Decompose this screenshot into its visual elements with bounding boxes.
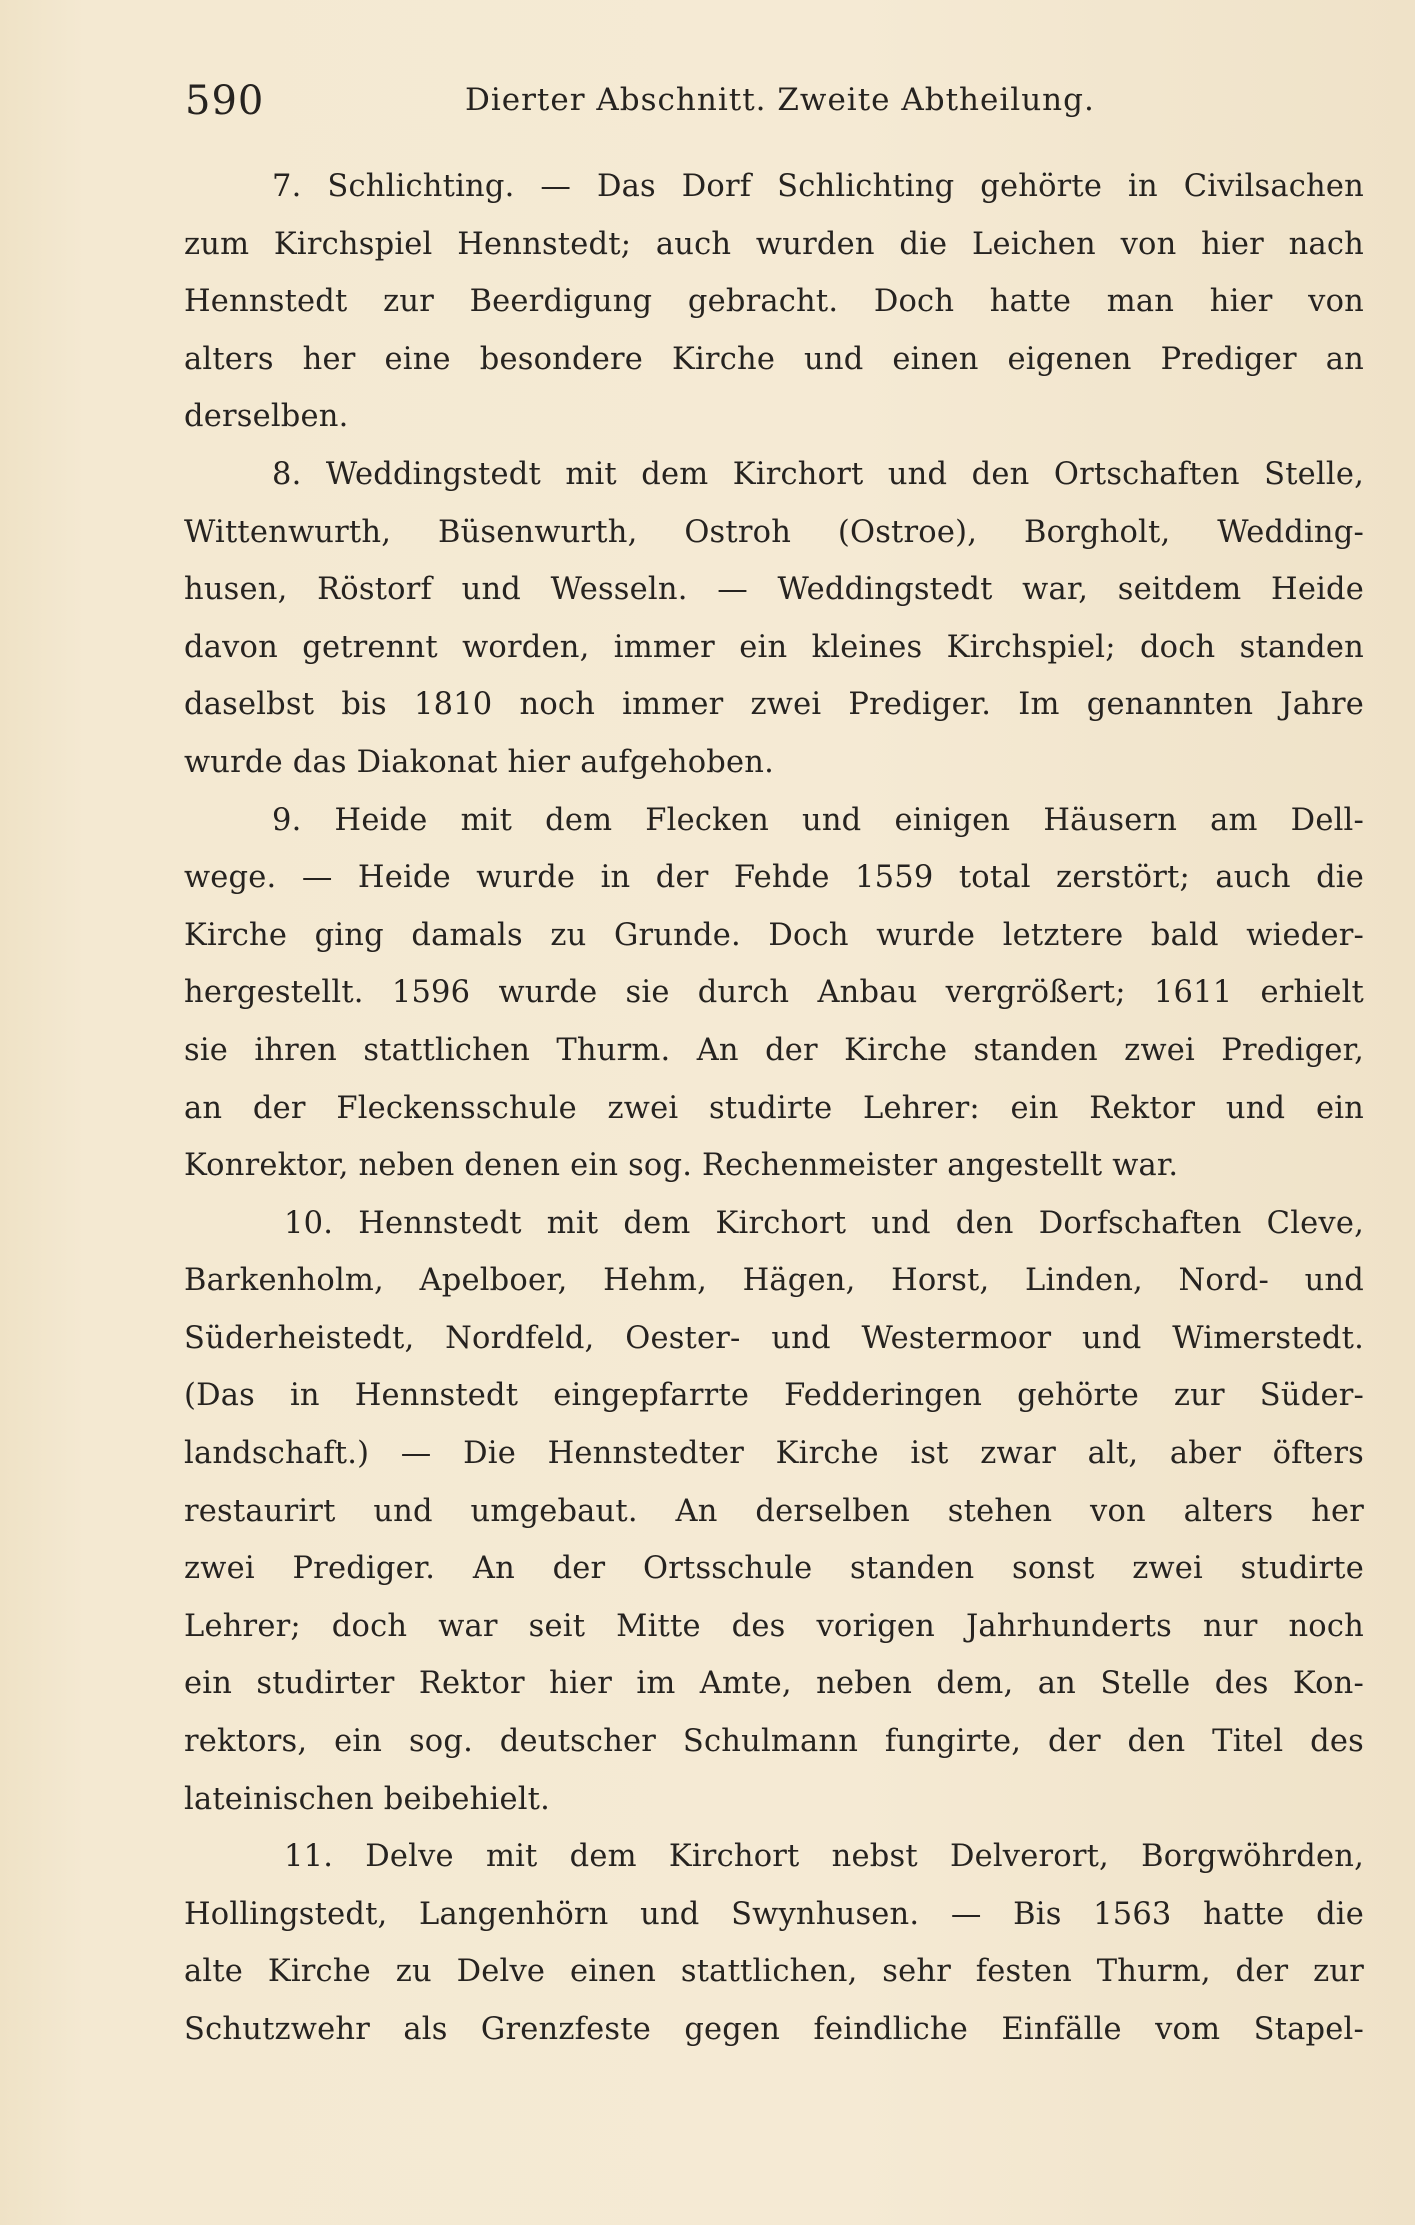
text-line: 10. Hennstedt mit dem Kirchort und den Dorfschaften Cleve, [284, 1205, 1364, 1241]
text-line: zum Kirchspiel Hennstedt; auch wurden die Leichen von hier nach [184, 226, 1364, 262]
text-line: wurde das Diakonat hier aufgehoben. [184, 744, 774, 780]
text-line: ein studirter Rektor hier im Amte, neben dem, an Stelle des Kon- [184, 1666, 1364, 1702]
text-line: restaurirt und umgebaut. An derselben stehen von alters her [184, 1493, 1364, 1529]
text-line: Schutzwehr als Grenzfeste gegen feindliche Einfälle vom Stapel- [184, 2012, 1364, 2047]
text-line: alters her eine besondere Kirche und einen eigenen Prediger an [184, 341, 1364, 377]
text-line: Kirche ging damals zu Grunde. Doch wurde letztere bald wieder- [184, 917, 1364, 953]
text-line: an der Fleckensschule zwei studirte Lehrer: ein Rektor und ein [184, 1090, 1364, 1126]
text-line: Hollingstedt, Langenhörn und Swynhusen. — Bis 1563 hatte die [184, 1896, 1364, 1932]
text-line: 9. Heide mit dem Flecken und einigen Häusern am Dell- [272, 802, 1364, 838]
text-line: wege. — Heide wurde in der Fehde 1559 total zerstört; auch die [184, 860, 1364, 896]
text-line: Konrektor, neben denen ein sog. Rechenmeister angestellt war. [184, 1148, 1179, 1184]
text-line: 7. Schlichting. — Das Dorf Schlichting gehörte in Civilsachen [272, 169, 1364, 204]
text-line: Süderheistedt, Nordfeld, Oester- und Westermoor und Wimerstedt. [184, 1320, 1364, 1356]
text-line: Hennstedt zur Beerdigung gebracht. Doch hatte man hier von [184, 284, 1364, 320]
text-line: 11. Delve mit dem Kirchort nebst Delverort, Borgwöhrden, [284, 1839, 1364, 1875]
text-line: rektors, ein sog. deutscher Schulmann fungirte, der den Titel des [184, 1724, 1364, 1760]
body-text [184, 158, 1364, 2059]
text-line: derselben. [184, 399, 349, 435]
page-number: 590 [185, 78, 265, 124]
text-line: davon getrennt worden, immer ein kleines Kirchspiel; doch standen [184, 629, 1364, 665]
text-line: 8. Weddingstedt mit dem Kirchort und den Ortschaften Stelle, [272, 456, 1364, 492]
text-line: husen, Röstorf und Wesseln. — Weddingstedt war, seitdem Heide [184, 572, 1364, 608]
text-line: sie ihren stattlichen Thurm. An der Kirche standen zwei Prediger, [184, 1032, 1364, 1068]
text-line: Barkenholm, Apelboer, Hehm, Hägen, Horst, Linden, Nord- und [184, 1263, 1364, 1299]
running-head: Dierter Abschnitt. Zweite Abtheilung. [465, 82, 1095, 118]
text-line: Lehrer; doch war seit Mitte des vorigen Jahrhunderts nur noch [184, 1608, 1364, 1644]
text-line: Wittenwurth, Büsenwurth, Ostroh (Ostroe), Borgholt, Wedding- [184, 514, 1364, 550]
text-line: daselbst bis 1810 noch immer zwei Prediger. Im genannten Jahre [184, 687, 1364, 723]
text-line: (Das in Hennstedt eingepfarrte Fedderingen gehörte zur Süder- [184, 1378, 1364, 1414]
text-line: zwei Prediger. An der Ortsschule standen sonst zwei studirte [184, 1551, 1364, 1587]
text-line: alte Kirche zu Delve einen stattlichen, sehr festen Thurm, der zur [184, 1954, 1364, 1990]
page-header [185, 78, 1285, 128]
text-line: landschaft.) — Die Hennstedter Kirche ist zwar alt, aber öfters [184, 1436, 1364, 1472]
text-line: lateinischen beibehielt. [184, 1781, 551, 1817]
text-line: hergestellt. 1596 wurde sie durch Anbau vergrößert; 1611 erhielt [184, 975, 1364, 1011]
